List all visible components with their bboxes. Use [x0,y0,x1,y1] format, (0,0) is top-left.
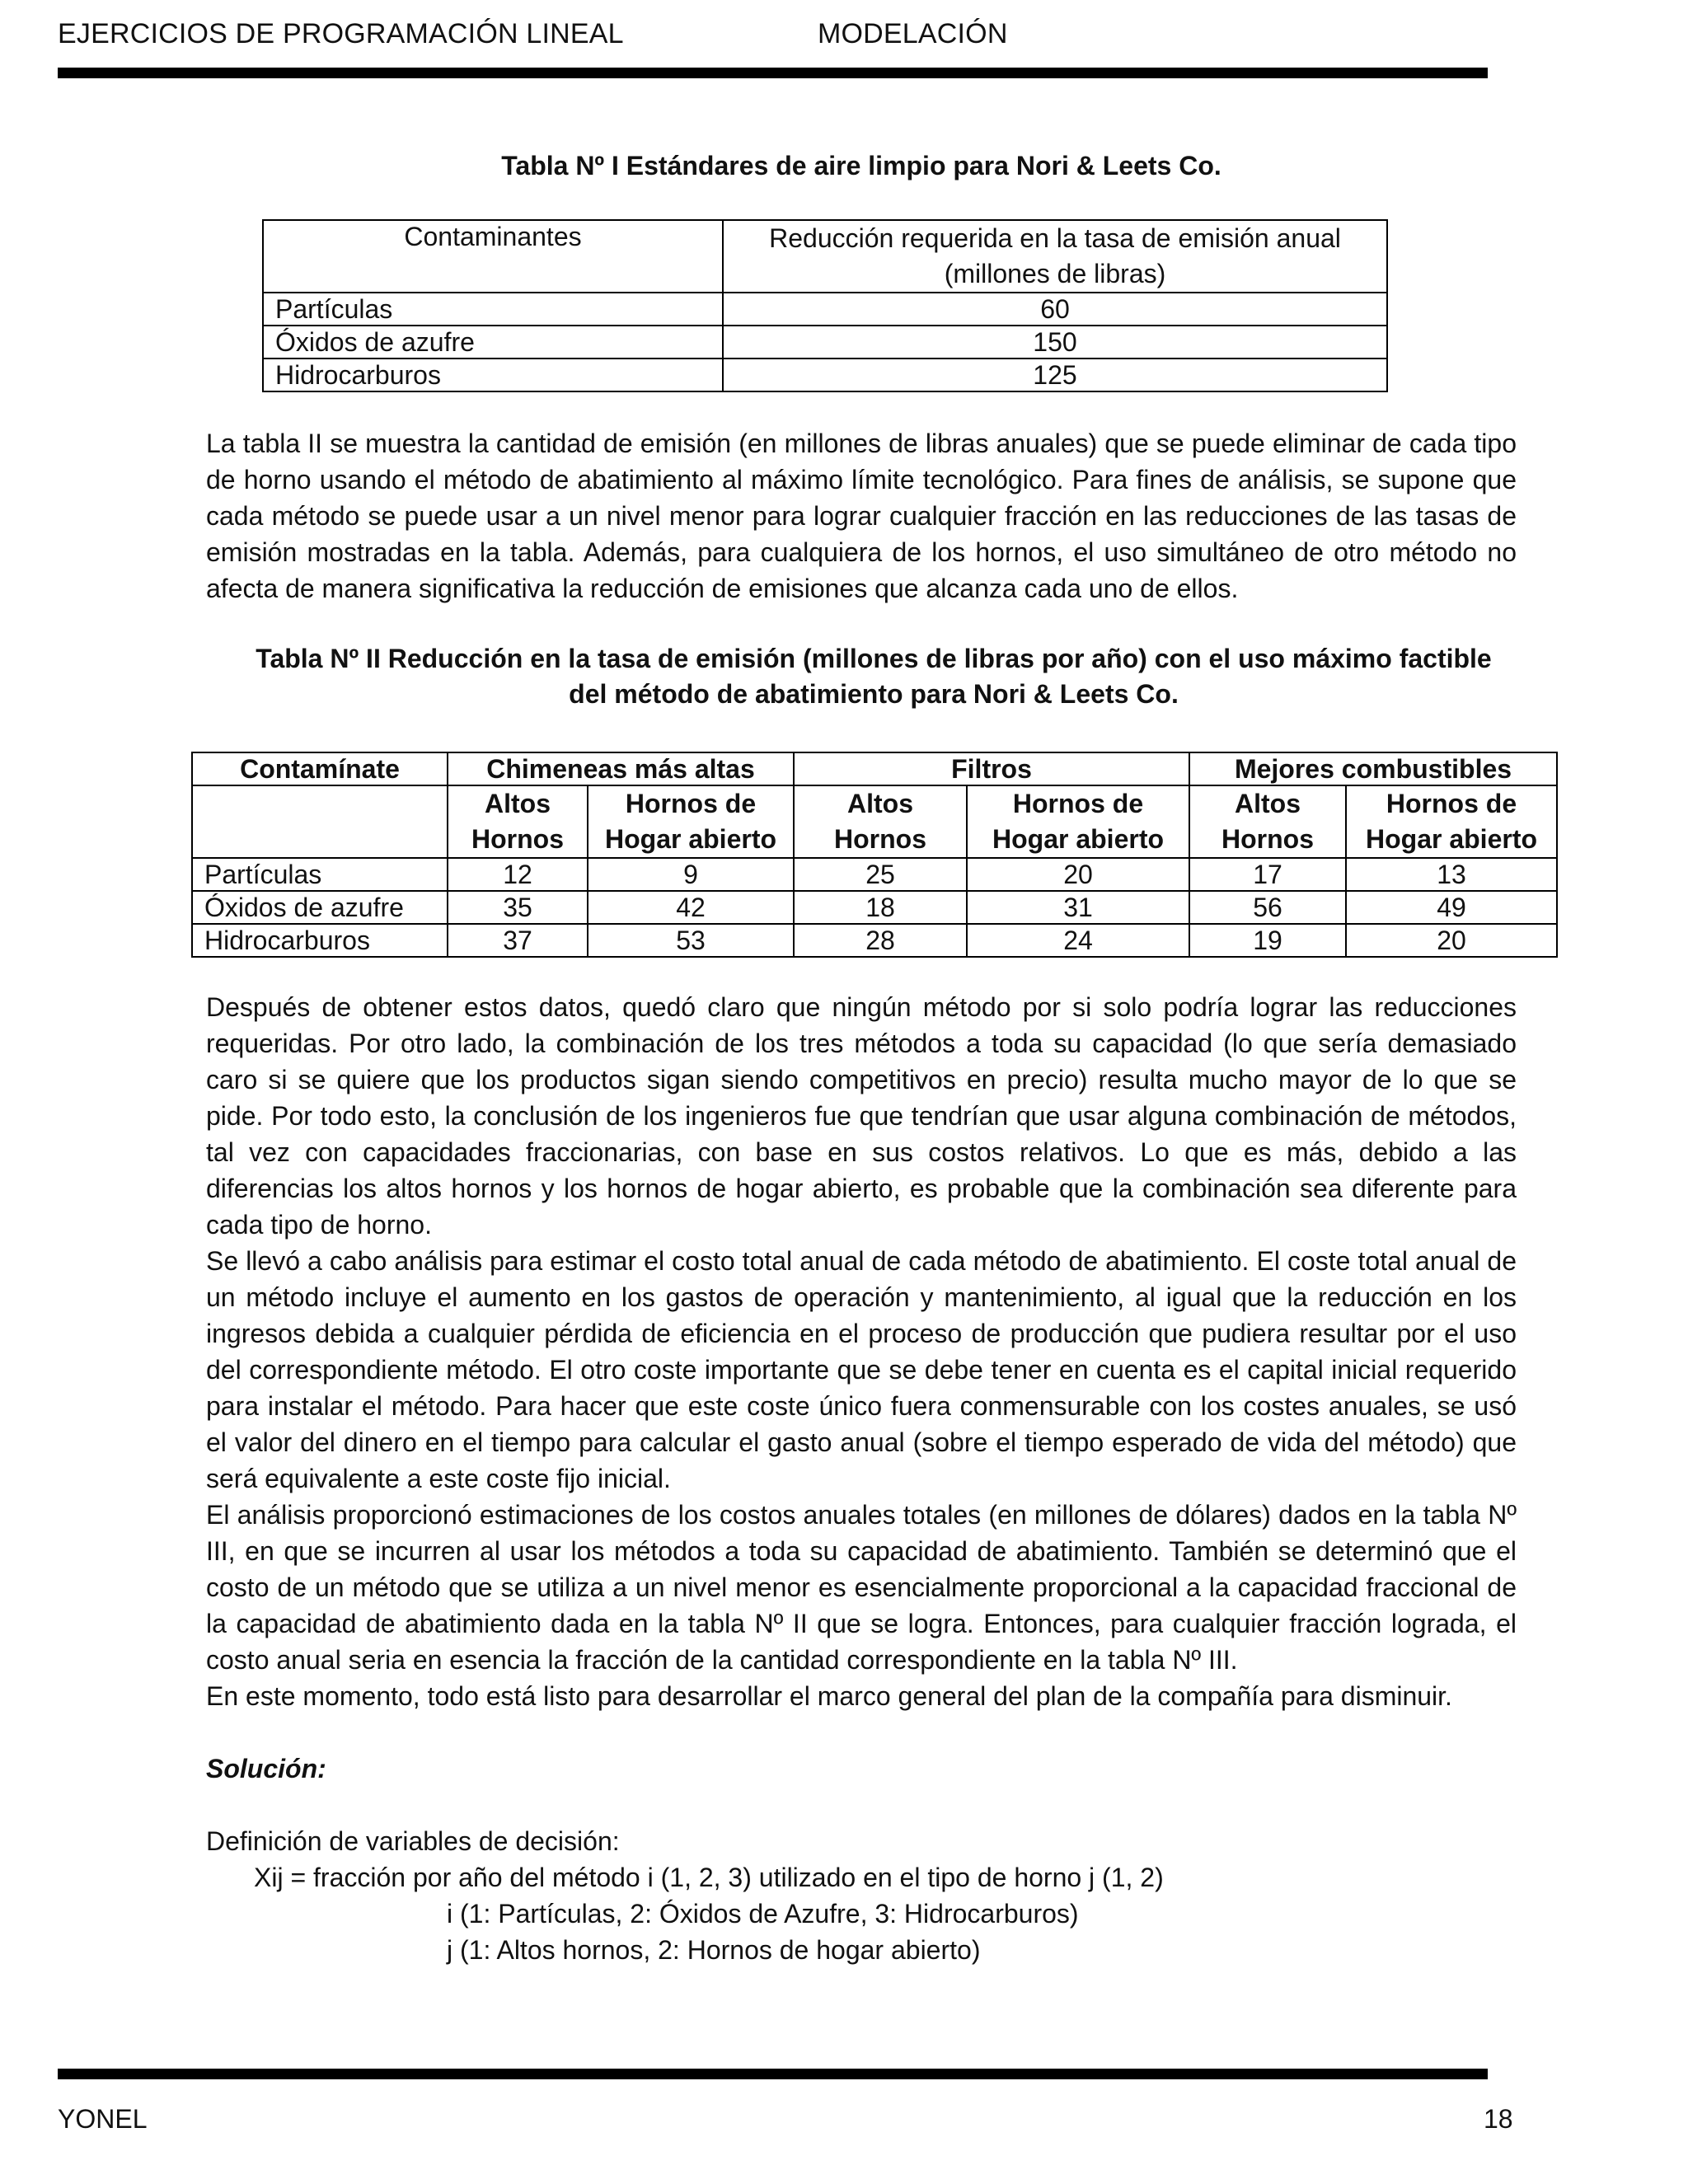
table2-group-chimeneas: Chimeneas más altas [448,752,794,785]
footer-author: YONEL [58,2104,148,2134]
page-number: 18 [1484,2104,1513,2134]
sub-label-line1: Altos [485,789,551,818]
table2-cell: 13 [1346,858,1557,891]
table2-sub-header-row [192,785,1557,858]
sub-label-line2: Hornos [1221,824,1314,854]
body-text-block [206,989,1517,1968]
table1-row-value: 150 [723,326,1387,359]
table1-col1-header: Contaminantes [263,220,723,293]
table2-col-contaminante: Contamínate [192,752,448,785]
table-row [192,858,1557,891]
header-title: EJERCICIOS DE PROGRAMACIÓN LINEAL [58,18,624,49]
table2 [191,752,1558,958]
table2-cell: 49 [1346,891,1557,924]
table2-sub-altos [1189,785,1346,858]
table2-cell: 53 [588,924,794,957]
table2-cell: 28 [794,924,967,957]
sub-label-line2: Hogar abierto [992,824,1165,854]
table2-sub-hogar [588,785,794,858]
intro-text-block [206,425,1517,607]
table1-col2-header-line2: (millones de libras) [944,259,1166,288]
solution-heading: Solución: [206,1754,326,1783]
table2-row-name: Partículas [192,858,448,891]
table2-caption-line2: del método de abatimiento para Nori & Leets Co. [569,679,1179,709]
table-row [192,891,1557,924]
table2-cell: 56 [1189,891,1346,924]
paragraph-table2-intro: La tabla II se muestra la cantidad de emisión (en millones de libras anuales) que se puede eliminar de cada tipo de horno usando el método de abatimiento al máximo límite tecnológico. Para fines de análisis, se supone que cada método se puede usar a un nivel menor para lograr cualquier fracción en las reducciones de las tasas de emisión mostradas en la tabla. Además, para cualquiera de los hornos, el uso simultáneo de otro método no afecta de manera significativa la reducción de emisiones que alcanza cada uno de ellos. [206,429,1517,603]
paragraph-cost-analysis: Se llevó a cabo análisis para estimar el costo total anual de cada método de abatimiento. El coste total anual de un método incluye el aumento en los gastos de operación y mantenimiento, al igual que la reducción en los ingresos debida a cualquier pérdida de eficiencia en el proceso de producción que pudiera resultar por el uso del correspondiente método. El otro coste importante que se debe tener en cuenta es el capital inicial requerido para instalar el método. Para hacer que este coste único fuera conmensurable con los costes anuales, se usó el valor del dinero en el tiempo para calcular el gasto anual (sobre el tiempo esperado de vida del método) que será equivalente a este coste fijo inicial. [206,1246,1517,1493]
table2-caption-line1: Tabla Nº II Reducción en la tasa de emisión (millones de libras por año) con el uso máximo factible [256,644,1492,673]
table-row [192,924,1557,957]
table-row [263,326,1387,359]
table1-col2-header-line1: Reducción requerida en la tasa de emisión anual [769,223,1341,253]
paragraph-ready: En este momento, todo está listo para desarrollar el marco general del plan de la compañía para disminuir. [206,1681,1452,1711]
table2-cell: 9 [588,858,794,891]
table2-empty-cell [192,785,448,858]
sub-label-line1: Hornos de [1012,789,1144,818]
header-section: MODELACIÓN [818,18,1008,49]
table1-row-name: Partículas [263,293,723,326]
table2-cell: 37 [448,924,588,957]
sub-label-line1: Altos [1235,789,1301,818]
table1-row-value: 125 [723,359,1387,391]
table2-sub-altos [448,785,588,858]
table2-row-name: Hidrocarburos [192,924,448,957]
paragraph-conclusion: Después de obtener estos datos, quedó claro que ningún método por si solo podría lograr las reducciones requeridas. Por otro lado, la combinación de los tres métodos a toda su capacidad (lo que sería demasiado caro si se quiere que los productos sigan siendo competitivos en precio) resulta mucho mayor de lo que se pide. Por todo esto, la conclusión de los ingenieros fue que tendrían que usar alguna combinación de métodos, tal vez con capacidades fraccionarias, con base en sus costos relativos. Lo que es más, debido a las diferencias los altos hornos y los hornos de hogar abierto, es probable que la combinación sea diferente para cada tipo de horno. [206,992,1517,1240]
table2-cell: 31 [967,891,1189,924]
spacer [206,1714,1517,1750]
table1-caption: Tabla Nº I Estándares de aire limpio para Nori & Leets Co. [501,151,1221,180]
definition-j: j (1: Altos hornos, 2: Hornos de hogar abierto) [447,1935,981,1965]
table1 [262,219,1388,392]
table2-cell: 42 [588,891,794,924]
sub-label-line1: Altos [847,789,913,818]
table2-cell: 12 [448,858,588,891]
footer-rule [58,2069,1488,2079]
table2-cell: 20 [1346,924,1557,957]
definition-xij: Xij = fracción por año del método i (1, 2, 3) utilizado en el tipo de horno j (1, 2) [254,1863,1164,1892]
table1-row-value: 60 [723,293,1387,326]
sub-label-line2: Hogar abierto [604,824,777,854]
header-rule [58,68,1488,78]
sub-label-line1: Hornos de [1386,789,1517,818]
sub-label-line2: Hornos [471,824,564,854]
table2-cell: 19 [1189,924,1346,957]
sub-label-line2: Hornos [834,824,926,854]
paragraph-cost-estimates: El análisis proporcionó estimaciones de los costos anuales totales (en millones de dólares) dados en la tabla Nº III, en que se incurren al usar los métodos a toda su capacidad de abatimiento. También se determinó que el costo de un método que se utiliza a un nivel menor es esencialmente proporcional a la capacidad fraccional de la capacidad de abatimiento dada en la tabla Nº II que se logra. Entonces, para cualquier fracción lograda, el costo anual seria en esencia la fracción de la cantidad correspondiente en la tabla Nº III. [206,1500,1517,1675]
table2-group-header-row [192,752,1557,785]
table2-cell: 17 [1189,858,1346,891]
table2-row-name: Óxidos de azufre [192,891,448,924]
table-row [263,293,1387,326]
table2-caption [190,641,1558,712]
table1-header-row [263,220,1387,293]
table2-cell: 25 [794,858,967,891]
definition-title: Definición de variables de decisión: [206,1826,620,1856]
table2-group-combustibles: Mejores combustibles [1189,752,1557,785]
table2-cell: 20 [967,858,1189,891]
table2-cell: 18 [794,891,967,924]
table2-sub-hogar [1346,785,1557,858]
table2-group-filtros: Filtros [794,752,1189,785]
table1-row-name: Hidrocarburos [263,359,723,391]
table1-row-name: Óxidos de azufre [263,326,723,359]
definition-i: i (1: Partículas, 2: Óxidos de Azufre, 3: Hidrocarburos) [447,1899,1079,1929]
table2-cell: 35 [448,891,588,924]
table2-sub-altos [794,785,967,858]
sub-label-line1: Hornos de [625,789,757,818]
table1-col2-header [723,220,1387,293]
spacer [206,1787,1517,1823]
sub-label-line2: Hogar abierto [1365,824,1538,854]
table2-cell: 24 [967,924,1189,957]
table2-sub-hogar [967,785,1189,858]
table-row [263,359,1387,391]
